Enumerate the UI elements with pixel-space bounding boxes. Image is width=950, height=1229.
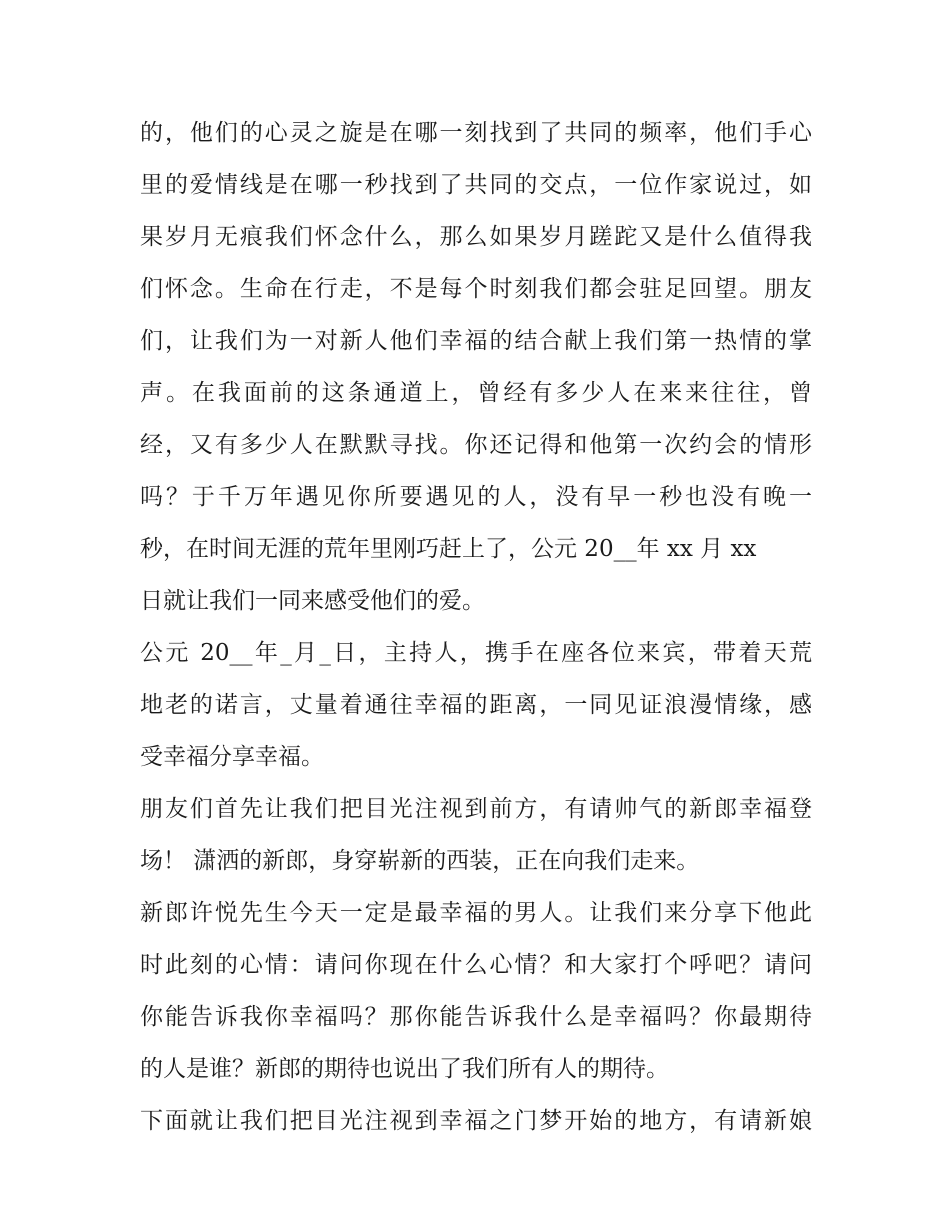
text-line: 受幸福分享幸福。 [140, 744, 324, 770]
text-line: 地老的诺言，丈量着通往幸福的距离，一同见证浪漫情缘，感 [140, 692, 812, 718]
text-line: 经，又有多少人在默默寻找。你还记得和他第一次约会的情形 [140, 432, 812, 458]
text-line: 吗？于千万年遇见你所要遇见的人，没有早一秒也没有晚一 [140, 484, 812, 510]
text-line: 果岁月无痕我们怀念什么，那么如果岁月蹉跎又是什么值得我 [140, 224, 812, 250]
text-line: 的，他们的心灵之旋是在哪一刻找到了共同的频率，他们手心 [140, 120, 812, 146]
text-line: 朋友们首先让我们把目光注视到前方，有请帅气的新郎幸福登 [140, 796, 812, 822]
text-line: 你能告诉我你幸福吗？那你能告诉我什么是幸福吗？你最期待 [140, 1004, 812, 1030]
document-body [140, 107, 812, 1147]
text-line: 新郎许悦先生今天一定是最幸福的男人。让我们来分享下他此 [140, 900, 812, 926]
text-line: 时此刻的心情：请问你现在什么心情？和大家打个呼吧？请问 [140, 952, 812, 978]
text-line: 下面就让我们把目光注视到幸福之门梦开始的地方，有请新娘 [140, 1108, 812, 1134]
text-line: 们怀念。生命在行走，不是每个时刻我们都会驻足回望。朋友 [140, 276, 812, 302]
text-line: 日就让我们一同来感受他们的爱。 [140, 588, 485, 614]
text-line: 们，让我们为一对新人他们幸福的结合献上我们第一热情的掌 [140, 328, 812, 354]
text-line: 声。在我面前的这条通道上，曾经有多少人在来来往往，曾 [140, 380, 812, 406]
text-line: 秒，在时间无涯的荒年里刚巧赶上了，公元 20__年 xx 月 xx [140, 536, 757, 562]
text-line: 公元 20__年_月_日，主持人，携手在座各位来宾，带着天荒 [140, 640, 812, 666]
text-line: 的人是谁？新郎的期待也说出了我们所有人的期待。 [140, 1056, 669, 1082]
text-line: 场！ 潇洒的新郎，身穿崭新的西装，正在向我们走来。 [140, 848, 700, 874]
text-line: 里的爱情线是在哪一秒找到了共同的交点，一位作家说过，如 [140, 172, 812, 198]
